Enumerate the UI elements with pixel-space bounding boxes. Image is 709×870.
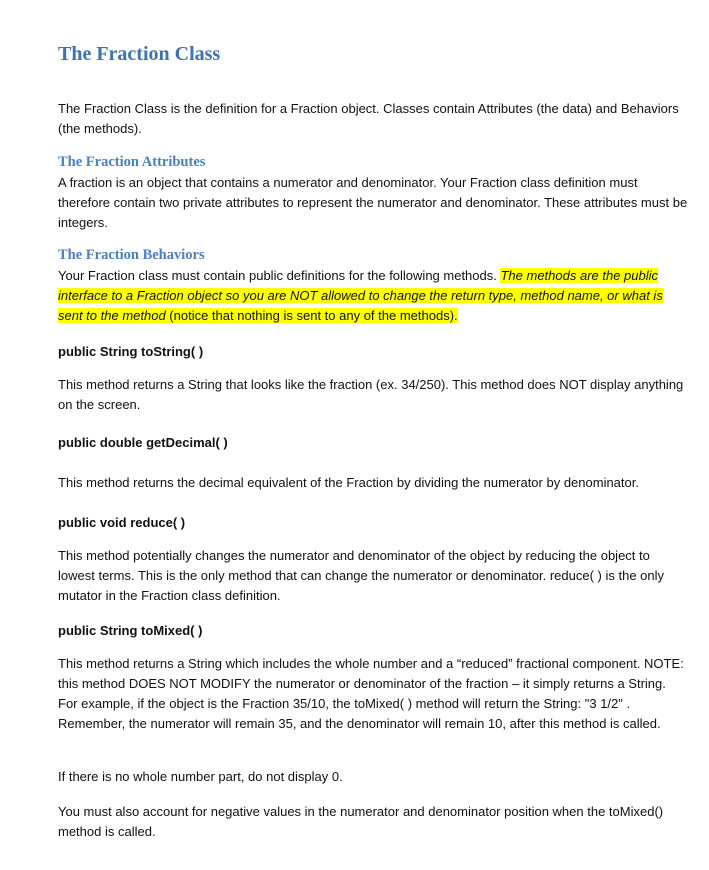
method-signature-reduce: public void reduce( ) (58, 515, 186, 530)
behaviors-paragraph (58, 266, 688, 326)
attributes-paragraph: A fraction is an object that contains a numerator and denominator. Your Fraction class definition must therefore contain two private attributes to represent the numerator and denominator. These attributes must be integers. (58, 175, 688, 230)
method-description-getdecimal: This method returns the decimal equivalent of the Fraction by dividing the numerator by denominator. (58, 475, 639, 490)
behaviors-highlight-italic: The methods are the public interface to a Fraction object so you are NOT allowed to change the return type, method name, or what is sent to the method (58, 268, 663, 323)
method-description-tostring: This method returns a String that looks like the fraction (ex. 34/250). This method does NOT display anything on the screen. (58, 377, 684, 412)
behaviors-intro-text: Your Fraction class must contain public definitions for the following methods. (58, 268, 501, 283)
intro-paragraph: The Fraction Class is the definition for a Fraction object. Classes contain Attributes (the data) and Behaviors (the methods). (58, 101, 679, 136)
method-description-tomixed: This method returns a String which includes the whole number and a “reduced” fractional component. NOTE: this method DOES NOT MODIFY the numerator or denominator of the fraction – it simply returns a String. For example, if the object is the Fraction 35/10, the toMixed( ) method will return the String: "3 1/2" . Remember, the numerator will remain 35, and the denominator will remain 10, after this method is called. (58, 656, 684, 731)
method-description-reduce: This method potentially changes the numerator and denominator of the object by reducing the object to lowest terms. This is the only method that can change the numerator or denominator. reduce( ) is the only mutator in the Fraction class definition. (58, 548, 665, 603)
note-no-whole-number: If there is no whole number part, do not display 0. (58, 769, 343, 784)
page-title: The Fraction Class (58, 43, 221, 65)
method-signature-tostring: public String toString( ) (58, 344, 204, 359)
behaviors-highlight-plain: (notice that nothing is sent to any of the methods). (165, 308, 458, 323)
behaviors-heading: The Fraction Behaviors (58, 247, 205, 263)
attributes-heading: The Fraction Attributes (58, 154, 206, 170)
method-signature-tomixed: public String toMixed( ) (58, 623, 203, 638)
note-negative-values: You must also account for negative values in the numerator and denominator position when the toMixed() method is called. (58, 804, 664, 839)
method-signature-getdecimal: public double getDecimal( ) (58, 435, 228, 450)
